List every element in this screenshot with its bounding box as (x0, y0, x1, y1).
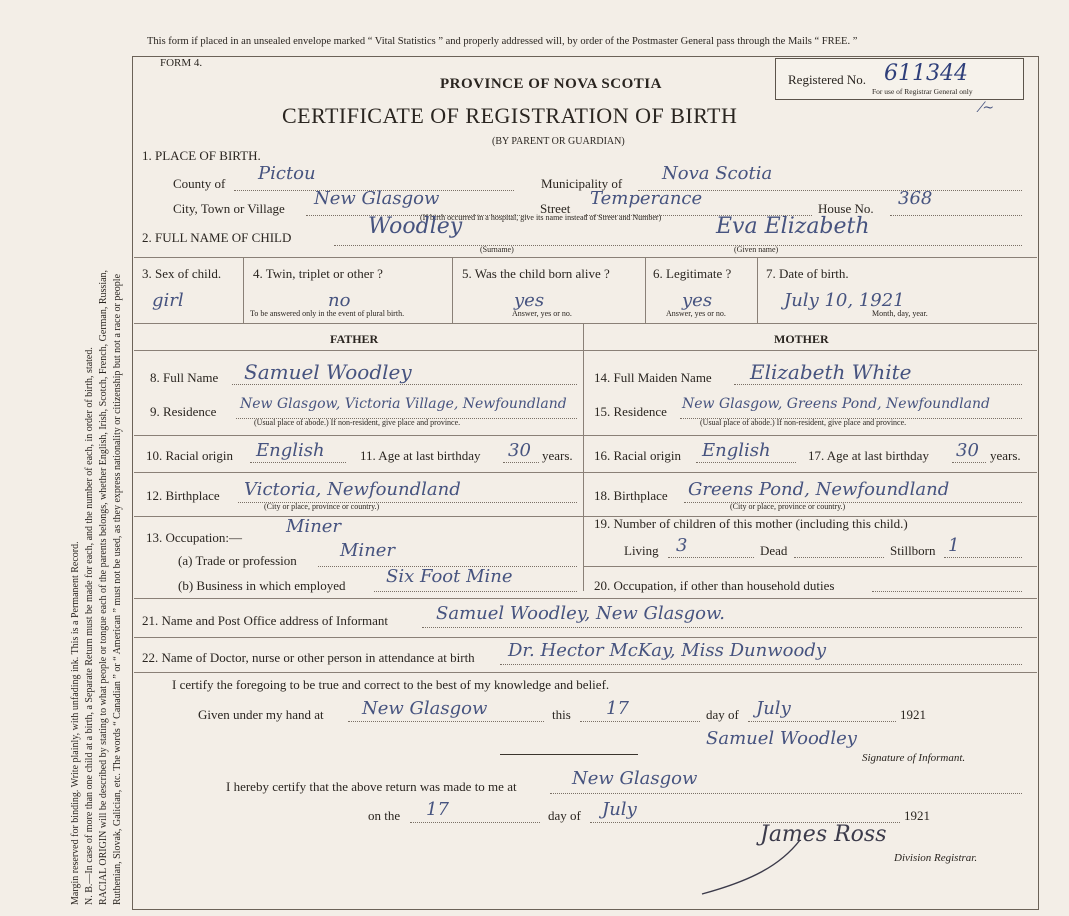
father-years-label: years. (542, 448, 573, 463)
mother-name: Elizabeth White (750, 360, 912, 384)
father-age: 30 (508, 440, 531, 461)
living-label: Living (624, 543, 659, 558)
father-name-label: 8. Full Name (150, 370, 219, 385)
mother-residence-note: (Usual place of abode.) If non-resident, give place and province. (700, 418, 907, 427)
father-trade-label: (a) Trade or profession (178, 553, 297, 568)
father-birthplace: Victoria, Newfoundland (244, 479, 461, 500)
father-birthplace-label: 12. Birthplace (146, 488, 220, 503)
twin-value: no (328, 290, 351, 311)
signature-of-informant-label: Signature of Informant. (862, 752, 966, 764)
father-residence: New Glasgow, Victoria Village, Newfoundland (240, 396, 567, 412)
doctor-label: 22. Name of Doctor, nurse or other person in attendance at birth (142, 650, 475, 665)
father-trade: Miner (340, 540, 396, 561)
date-label: 7. Date of birth. (766, 266, 849, 281)
top-notice: This form if placed in an unsealed envelope marked “ Vital Statistics ” and properly addressed will, by order of the Postmaster General pass through the Mails “ FREE. ” (147, 36, 858, 47)
given-month: July (756, 698, 791, 719)
child-given-name: Eva Elizabeth (716, 214, 870, 239)
this-label: this (552, 707, 571, 722)
certify-statement: I certify the foregoing to be true and correct to the best of my knowledge and belief. (172, 677, 610, 692)
surname-note: (Surname) (480, 245, 514, 254)
father-birthplace-note: (City or place, province or country.) (264, 502, 380, 511)
registrar-year: 1921 (904, 808, 930, 823)
margin-note-binding: Margin reserved for binding. Write plainly, with unfading ink. This is a Permanent Record. (70, 541, 81, 905)
father-occupation: Miner (286, 516, 342, 537)
registrar-use-note: For use of Registrar General only (872, 87, 973, 96)
city-value: New Glasgow (314, 188, 440, 209)
margin-note-racial-origin: RACIAL ORIGIN will be described by stating to what people or tongue each of the parents belongs, whether English, Irish, Scotch, French, German, Russian, (98, 269, 109, 905)
mother-heading: MOTHER (774, 332, 829, 346)
twin-label: 4. Twin, triplet or other ? (253, 266, 383, 281)
father-residence-note: (Usual place of abode.) If non-resident, give place and province. (254, 418, 461, 427)
city-label: City, Town or Village (173, 201, 285, 216)
father-race: English (256, 440, 325, 461)
registered-label: Registered No. (788, 72, 866, 87)
registration-box (775, 58, 1024, 100)
division-registrar-label: Division Registrar. (894, 852, 978, 864)
street-value: Temperance (590, 188, 703, 209)
father-occupation-label: 13. Occupation:— (146, 530, 243, 545)
registrar-signature: James Ross (760, 822, 887, 847)
margin-note-multiple-births: N. B.—In case of more than one child at a birth, a Separate Return must be made for each, and the number of each, in order of birth, stated. (84, 347, 95, 905)
given-under-label: Given under my hand at (198, 707, 324, 722)
father-heading: FATHER (330, 332, 379, 346)
municipality-label: Municipality of (541, 176, 623, 191)
informant-label: 21. Name and Post Office address of Informant (142, 613, 388, 628)
legitimate-note: Answer, yes or no. (666, 309, 726, 318)
sex-value: girl (152, 290, 184, 311)
mother-residence-label: 15. Residence (594, 404, 667, 419)
house-value: 368 (898, 188, 933, 209)
registrar-statement: I hereby certify that the above return was made to me at (226, 779, 517, 794)
given-day: 17 (606, 698, 629, 719)
hospital-note: (If birth occurred in a hospital, give its name instead of Street and Number) (420, 213, 662, 222)
given-name-note: (Given name) (734, 245, 779, 254)
father-race-label: 10. Racial origin (146, 448, 234, 463)
street-label: Street (540, 201, 571, 216)
province-heading: PROVINCE OF NOVA SCOTIA (440, 76, 662, 92)
mother-years-label: years. (990, 448, 1021, 463)
given-year: 1921 (900, 707, 926, 722)
twin-note: To be answered only in the event of plural birth. (250, 309, 405, 318)
date-note: Month, day, year. (872, 309, 928, 318)
children-count-label: 19. Number of children of this mother (including this child.) (594, 516, 908, 531)
registrar-month: July (602, 799, 637, 820)
dead-label: Dead (760, 543, 788, 558)
municipality-value: Nova Scotia (662, 163, 773, 184)
alive-note: Answer, yes or no. (512, 309, 572, 318)
father-residence-label: 9. Residence (150, 404, 217, 419)
alive-value: yes (514, 290, 545, 311)
mother-race-label: 16. Racial origin (594, 448, 682, 463)
mother-birthplace: Greens Pond, Newfoundland (688, 479, 950, 500)
living-value: 3 (676, 535, 688, 556)
mother-occupation-label: 20. Occupation, if other than household duties (594, 578, 835, 593)
mother-age-label: 17. Age at last birthday (808, 448, 929, 463)
registered-number: 611344 (884, 61, 968, 86)
mother-race: English (702, 440, 771, 461)
registrar-day-of-label: day of (548, 808, 581, 823)
stillborn-label: Stillborn (890, 543, 936, 558)
mother-residence: New Glasgow, Greens Pond, Newfoundland (682, 396, 990, 412)
stillborn-value: 1 (948, 535, 960, 556)
house-label: House No. (818, 201, 874, 216)
father-name: Samuel Woodley (244, 360, 412, 384)
child-name-label: 2. FULL NAME OF CHILD (142, 230, 292, 245)
mother-age: 30 (956, 440, 979, 461)
given-place: New Glasgow (362, 698, 488, 719)
checkmark-annotation: ⁄~ (980, 100, 995, 116)
registrar-day: 17 (426, 799, 449, 820)
margin-note-racial-origin-cont: Ruthenian, Slovak, Galician, etc. The words “ Canadian ” or “ American ” must not be used, as they express nationality or citizenship but not a race or people (112, 273, 123, 905)
informant-signature: Samuel Woodley (706, 728, 857, 749)
county-label: County of (173, 176, 226, 191)
certificate-subtitle: (BY PARENT OR GUARDIAN) (492, 136, 625, 147)
mother-birthplace-label: 18. Birthplace (594, 488, 668, 503)
legitimate-label: 6. Legitimate ? (653, 266, 732, 281)
sex-label: 3. Sex of child. (142, 266, 222, 281)
county-value: Pictou (258, 163, 316, 184)
mother-birthplace-note: (City or place, province or country.) (730, 502, 846, 511)
place-of-birth-label: 1. PLACE OF BIRTH. (142, 148, 261, 163)
registrar-on-the-label: on the (368, 808, 401, 823)
father-business: Six Foot Mine (386, 566, 513, 587)
registrar-place: New Glasgow (572, 768, 698, 789)
certificate-title: CERTIFICATE OF REGISTRATION OF BIRTH (282, 103, 738, 128)
legitimate-value: yes (682, 290, 713, 311)
informant-value: Samuel Woodley, New Glasgow. (436, 603, 725, 624)
form-number: FORM 4. (160, 57, 203, 69)
father-business-label: (b) Business in which employed (178, 578, 346, 593)
mother-name-label: 14. Full Maiden Name (594, 370, 712, 385)
date-value: July 10, 1921 (784, 290, 905, 311)
given-day-of-label: day of (706, 707, 739, 722)
signature-flourish (690, 836, 810, 898)
child-surname: Woodley (368, 214, 463, 239)
doctor-value: Dr. Hector McKay, Miss Dunwoody (508, 640, 827, 661)
alive-label: 5. Was the child born alive ? (462, 266, 610, 281)
father-age-label: 11. Age at last birthday (360, 448, 481, 463)
